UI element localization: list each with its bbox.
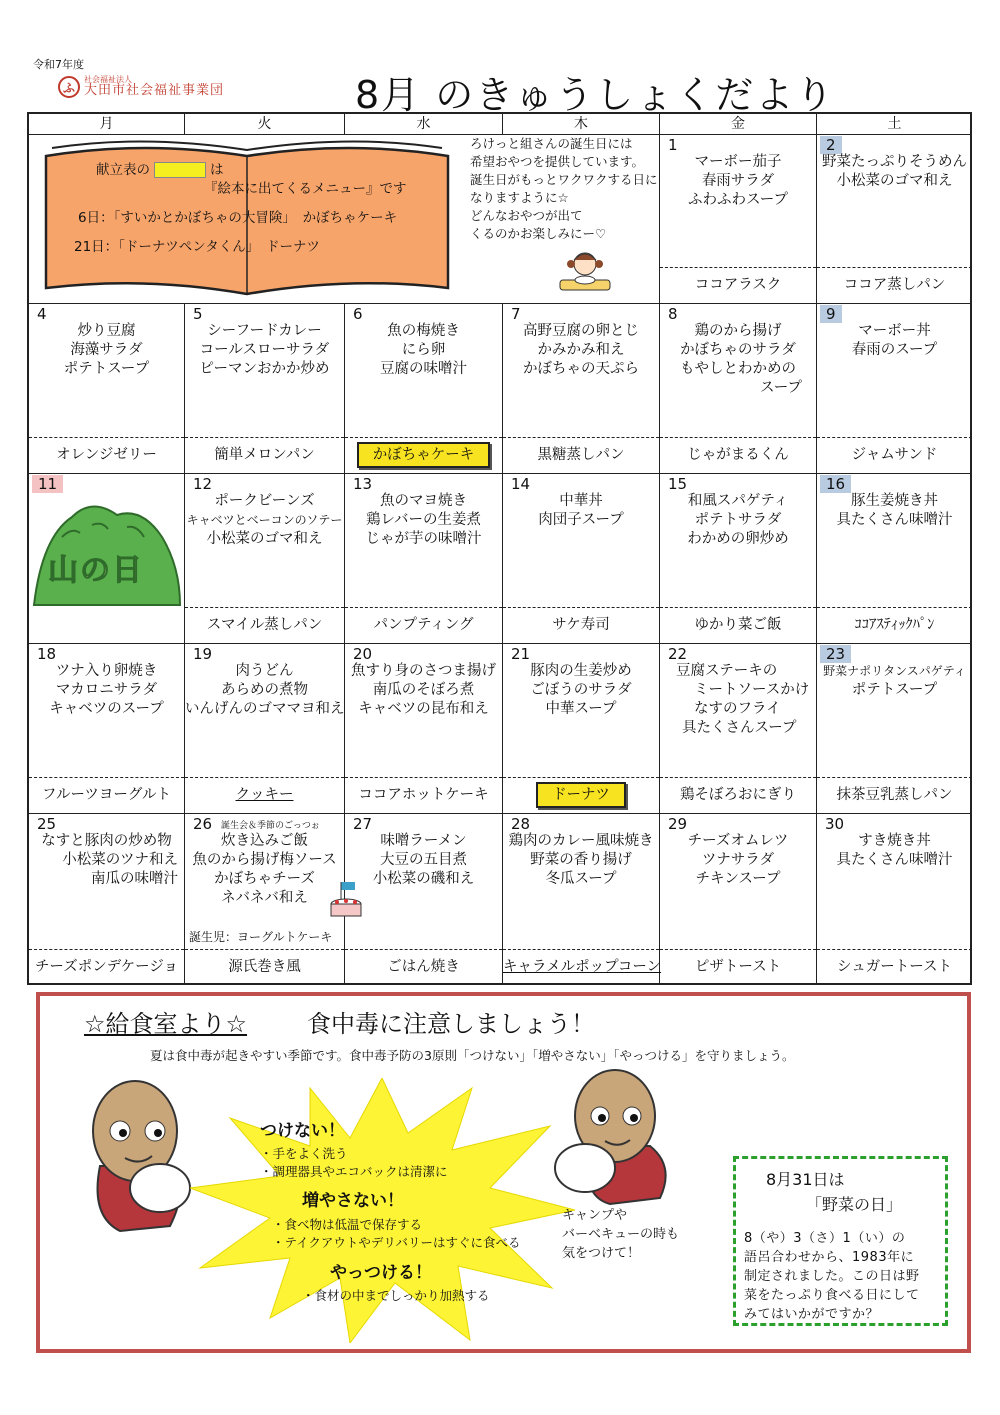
menu-item: キャベツとベーコンのソテー xyxy=(186,513,343,527)
snack-item xyxy=(345,607,502,643)
menu-item: 味噌ラーメン xyxy=(380,833,467,849)
lunch-menu xyxy=(345,832,502,889)
day-number: 6 xyxy=(353,305,363,323)
menu-item: 冬瓜スープ xyxy=(545,871,617,887)
birthday-line: ろけっと組さんの誕生日には xyxy=(470,136,633,151)
menu-item: チーズオムレツ xyxy=(687,833,789,849)
lunch-menu xyxy=(660,492,816,549)
menu-item: 具たくさんスープ xyxy=(682,720,797,736)
snack-label: サケ寿司 xyxy=(552,617,610,633)
principle-2-item: ・テイクアウトやデリバリーはすぐに食べる xyxy=(272,1235,521,1250)
menu-item: かぼちゃチーズ xyxy=(214,871,315,887)
lunch-menu xyxy=(817,662,972,700)
day-number: 30 xyxy=(825,815,845,833)
menu-item: ふわふわスープ xyxy=(687,192,789,208)
snack-label: 黒糖蒸しパン xyxy=(537,447,625,463)
menu-item: なすのフライ xyxy=(694,701,781,717)
menu-item: 中華丼 xyxy=(559,493,603,509)
day-cell xyxy=(503,644,660,814)
day-number: 22 xyxy=(668,645,688,663)
lunch-menu xyxy=(660,832,816,889)
menu-item: ごぼうのサラダ xyxy=(530,682,632,698)
lunch-menu xyxy=(660,153,816,210)
day-number: 16 xyxy=(820,475,851,493)
menu-item: 南瓜のそぼろ煮 xyxy=(372,682,475,698)
day-cell xyxy=(345,814,503,985)
snack-label: シュガートースト xyxy=(837,959,952,975)
menu-item: 中華スープ xyxy=(545,701,617,717)
principle-1-item: ・手をよく洗う xyxy=(260,1146,348,1161)
org-mark-icon: ふ xyxy=(58,76,80,98)
day-cell xyxy=(185,304,345,474)
day-number: 15 xyxy=(668,475,688,493)
birthday-line: どんなおやつが出て xyxy=(470,208,583,223)
org-name: 大田市社会福祉事業団 xyxy=(84,83,225,99)
snack-item xyxy=(503,607,659,643)
veg-body-line: 菜をたっぷり食べる日にして xyxy=(744,1288,920,1303)
menu-item: かみかみ和え xyxy=(537,342,625,358)
day-cell xyxy=(345,474,503,644)
menu-item: チキンスープ xyxy=(695,871,781,887)
menu-item: ネバネバ和え xyxy=(221,890,308,906)
girl-eating-icon xyxy=(555,248,615,296)
snack-label: ゆかり菜ご飯 xyxy=(694,617,782,633)
snack-item xyxy=(185,437,344,473)
book-line1a: 献立表の xyxy=(96,162,150,178)
veg-day-body xyxy=(744,1229,937,1324)
principle-3-title: やっつける！ xyxy=(330,1263,432,1283)
veg-day-date: 8月31日は xyxy=(766,1170,845,1189)
day-cell xyxy=(503,814,660,985)
snack-label: スマイル蒸しパン xyxy=(206,617,323,633)
day-number: 26 xyxy=(193,815,213,833)
day-number: 29 xyxy=(668,815,688,833)
snack-item xyxy=(503,949,662,985)
lunch-menu xyxy=(503,322,659,379)
day-cell xyxy=(185,814,345,985)
special-event-label: 誕生会＆季節のごっつぉ xyxy=(221,821,320,831)
day-number: 28 xyxy=(511,815,531,833)
menu-item: 小松菜のゴマ和え xyxy=(836,173,953,189)
snack-item xyxy=(817,437,972,473)
snack-item xyxy=(503,777,659,813)
menu-item: 鶏肉のカレー風味焼き xyxy=(508,833,654,849)
menu-item: 豆腐の味噌汁 xyxy=(380,361,467,377)
day-number: 8 xyxy=(668,305,678,323)
snack-item xyxy=(660,949,816,985)
menu-item: 高野豆腐の卵とじ xyxy=(523,323,639,339)
snack-item xyxy=(29,437,184,473)
menu-item: にら卵 xyxy=(401,342,446,358)
menu-item: わかめの卵炒め xyxy=(687,531,789,547)
info-intro: 夏は食中毒が起きやすい季節です。食中毒予防の3原則「つけない」「増やさない」「やっつける」を守りましょう。 xyxy=(150,1048,795,1063)
org-subtitle: 社会福祉法人 xyxy=(84,75,132,84)
snack-item xyxy=(29,949,184,985)
snack-label: ココアラスク xyxy=(694,277,782,293)
character-left-icon xyxy=(70,1076,200,1236)
lunch-menu xyxy=(345,662,502,719)
lunch-menu xyxy=(345,492,502,549)
day-cell xyxy=(660,304,817,474)
menu-item: 魚すり身のさつま揚げ xyxy=(351,663,496,679)
birthday-message xyxy=(470,135,658,243)
menu-item: 野菜たっぷりそうめん xyxy=(822,154,967,170)
lunch-menu xyxy=(660,662,816,738)
menu-item: キャベツのスープ xyxy=(49,701,164,717)
menu-item: ピーマンおかか炒め xyxy=(199,361,330,377)
menu-item: かぼちゃのサラダ xyxy=(680,342,796,358)
weekday-header: 金 xyxy=(660,114,817,135)
principle-2-title: 増やさない！ xyxy=(302,1191,404,1211)
menu-item: 大豆の五目煮 xyxy=(380,852,467,868)
day-cell xyxy=(817,304,972,474)
snack-item xyxy=(345,949,502,985)
snack-label: オレンジゼリー xyxy=(56,447,157,463)
menu-item: 豆腐ステーキの xyxy=(676,663,778,679)
menu-item: 具たくさん味噌汁 xyxy=(836,512,953,528)
lunch-menu xyxy=(29,832,184,889)
weekday-header: 水 xyxy=(345,114,503,135)
day-number: 9 xyxy=(820,305,842,323)
highlight-swatch xyxy=(154,162,206,178)
veg-day-title: 「野菜の日」 xyxy=(806,1195,903,1214)
snack-item xyxy=(503,437,659,473)
day-number: 4 xyxy=(37,305,47,323)
snack-item xyxy=(345,437,502,473)
snack-item xyxy=(660,437,816,473)
menu-item: 魚のマヨ焼き xyxy=(380,493,467,509)
day-cell xyxy=(660,474,817,644)
day-number: 13 xyxy=(353,475,373,493)
lunch-menu xyxy=(817,832,972,870)
menu-item: 具たくさん味噌汁 xyxy=(836,852,953,868)
snack-label: 抹茶豆乳蒸しパン xyxy=(836,787,953,803)
principle-2-item: ・食べ物は低温で保存する xyxy=(272,1217,423,1232)
snack-label: かぼちゃケーキ xyxy=(357,442,491,468)
day-cell xyxy=(660,135,817,304)
snack-label: ココアホットケーキ xyxy=(358,787,489,803)
snack-item xyxy=(660,777,816,813)
day-number: 19 xyxy=(193,645,213,663)
camp-line: 気をつけて！ xyxy=(562,1246,641,1261)
snack-item xyxy=(817,607,972,643)
menu-item: ツナ入り卵焼き xyxy=(55,663,158,679)
snack-label: 源氏巻き風 xyxy=(228,959,301,975)
snack-label: ピザトースト xyxy=(694,959,782,975)
birthday-line: 誕生日がもっとワクワクする日に xyxy=(470,172,658,187)
day-cell xyxy=(817,814,972,985)
menu-item: 豚肉の生姜炒め xyxy=(530,663,632,679)
menu-item: マカロニサラダ xyxy=(55,682,158,698)
lunch-menu xyxy=(345,322,502,379)
menu-item: マーボー丼 xyxy=(858,323,931,339)
birthday-line: なりますように☆ xyxy=(470,190,569,205)
info-headline: 食中毒に注意しましょう！ xyxy=(307,1010,596,1038)
menu-item: かぼちゃの天ぷら xyxy=(523,361,639,377)
veg-body-line: 語呂合わせから、1983年に xyxy=(744,1250,915,1265)
menu-item: 春雨サラダ xyxy=(701,173,775,189)
day-number: 1 xyxy=(668,136,678,154)
day-number: 27 xyxy=(353,815,373,833)
fiscal-year: 令和7年度 xyxy=(33,58,84,71)
menu-item: 肉団子スープ xyxy=(538,512,624,528)
menu-item: 豚生姜焼き丼 xyxy=(851,493,938,509)
day-cell xyxy=(817,644,972,814)
snack-item xyxy=(185,777,344,813)
snack-label: 鶏そぼろおにぎり xyxy=(680,787,796,803)
menu-item: 鶏のから揚げ xyxy=(694,323,782,339)
day-cell xyxy=(817,135,972,304)
menu-item: じゃが芋の味噌汁 xyxy=(365,531,482,547)
menu-item: 鶏レバーの生姜煮 xyxy=(366,512,481,528)
veg-body-line: みてはいかがですか？ xyxy=(744,1307,880,1322)
day-number: 14 xyxy=(511,475,531,493)
day-cell xyxy=(29,644,185,814)
menu-item: ポテトスープ xyxy=(63,361,150,377)
menu-item: ポテトスープ xyxy=(851,682,938,698)
snack-label: クッキー xyxy=(235,787,294,803)
page-title: 8月 のきゅうしょくだより xyxy=(355,73,836,117)
snack-label: キャラメルポップコーン xyxy=(503,959,662,975)
menu-item: ツナサラダ xyxy=(701,852,775,868)
weekday-header: 木 xyxy=(503,114,660,135)
snack-item xyxy=(817,949,972,985)
menu-item: スープ xyxy=(759,380,802,396)
day-number: 25 xyxy=(37,815,57,833)
lunch-menu xyxy=(660,322,816,398)
menu-item: 野菜の香り揚げ xyxy=(530,852,632,868)
day-cell xyxy=(503,304,660,474)
menu-item: 小松菜のゴマ和え xyxy=(206,531,323,547)
snack-label: ごはん焼き xyxy=(387,959,460,975)
snack-label: ドーナツ xyxy=(536,782,626,808)
day-cell xyxy=(503,474,660,644)
snack-item xyxy=(185,607,344,643)
snack-label: チーズポンデケージョ xyxy=(34,959,179,975)
menu-item: 肉うどん xyxy=(235,663,294,679)
day-number: 11 xyxy=(32,475,63,493)
snack-item xyxy=(185,949,344,985)
weekday-header: 土 xyxy=(817,114,972,135)
snack-label: ｺｺｱｽﾃｨｯｸﾊﾟﾝ xyxy=(854,617,935,633)
lunch-menu xyxy=(503,832,659,889)
menu-item: 炊き込みご飯 xyxy=(221,833,308,849)
menu-item: もやしとわかめの xyxy=(680,361,796,377)
day-number: 5 xyxy=(193,305,203,323)
camp-note xyxy=(562,1206,679,1263)
menu-item: ポテトサラダ xyxy=(694,512,782,528)
book-line4: 21日：「ドーナツペンタくん」 ドーナツ xyxy=(74,239,320,255)
book-line3: 6日：「すいかとかぼちゃの大冒険」 かぼちゃケーキ xyxy=(78,210,398,226)
snack-item xyxy=(660,607,816,643)
day-cell xyxy=(660,814,817,985)
birthday-note: 誕生児：ヨーグルトケーキ xyxy=(189,930,333,944)
snack-label: パンプティング xyxy=(373,617,474,633)
snack-item xyxy=(660,267,816,303)
mountain-day-label: 山の日 xyxy=(48,553,144,588)
lunch-menu xyxy=(817,492,972,530)
camp-line: バーベキューの時も xyxy=(562,1227,680,1242)
lunch-menu xyxy=(29,322,184,379)
menu-item: あらめの煮物 xyxy=(221,682,308,698)
birthday-cake-icon xyxy=(327,880,365,920)
day-cell xyxy=(345,304,503,474)
snack-label: ココア蒸しパン xyxy=(843,277,946,293)
character-right-icon xyxy=(550,1066,680,1206)
vegetable-day-box xyxy=(733,1156,948,1326)
day-number: 23 xyxy=(820,645,851,663)
menu-item: なすと豚肉の炒め物 xyxy=(41,833,172,849)
menu-item: いんげんのゴママヨ和え xyxy=(185,701,345,717)
lunch-menu xyxy=(503,492,659,530)
snack-item xyxy=(29,777,184,813)
snack-item xyxy=(817,777,972,813)
menu-item: コールスローサラダ xyxy=(199,342,330,358)
day-cell xyxy=(29,814,185,985)
day-number: 21 xyxy=(511,645,531,663)
book-line2: 『絵本に出てくるメニュー』です xyxy=(204,181,407,197)
book-line1b: は xyxy=(210,162,224,178)
day-number: 2 xyxy=(820,136,842,154)
principle-1-item: ・調理器具やエコバックは清潔に xyxy=(260,1164,448,1179)
principle-3-item: ・食材の中までしっかり加熱する xyxy=(302,1288,490,1303)
menu-item: ポークビーンズ xyxy=(214,493,315,509)
lunch-menu xyxy=(185,832,344,908)
day-cell xyxy=(29,304,185,474)
menu-item: 和風スパゲティ xyxy=(687,493,789,509)
veg-body-line: 制定されました。この日は野 xyxy=(744,1269,920,1284)
lunch-menu xyxy=(29,662,184,719)
menu-item: 小松菜の磯和え xyxy=(372,871,475,887)
menu-item: 小松菜のツナ和え xyxy=(62,852,178,868)
lunch-menu xyxy=(185,492,344,549)
lunch-menu xyxy=(185,662,344,719)
day-cell xyxy=(345,644,503,814)
lunch-menu xyxy=(817,153,972,191)
menu-item: シーフードカレー xyxy=(207,323,322,339)
menu-item: 魚のから揚げ梅ソース xyxy=(192,852,337,868)
info-panel xyxy=(36,992,971,1353)
day-cell xyxy=(660,644,817,814)
camp-line: キャンプや xyxy=(562,1208,628,1223)
day-number: 12 xyxy=(193,475,213,493)
snack-label: フルーツヨーグルト xyxy=(42,787,171,803)
day-number: 20 xyxy=(353,645,373,663)
menu-item: キャベツの昆布和え xyxy=(358,701,489,717)
birthday-line: 希望おやつを提供しています。 xyxy=(470,154,645,169)
org-logo xyxy=(58,76,224,98)
menu-item: マーボー茄子 xyxy=(694,154,782,170)
snack-label: 簡単メロンパン xyxy=(214,447,315,463)
snack-item xyxy=(817,267,972,303)
menu-item: 野菜ナポリタンスパゲティ xyxy=(823,664,966,678)
menu-item: 春雨のスープ xyxy=(851,342,938,358)
snack-label: ジャムサンド xyxy=(851,447,938,463)
snack-item xyxy=(345,777,502,813)
day-number: 18 xyxy=(37,645,57,663)
birthday-line: くるのかお楽しみにー♡ xyxy=(470,226,607,241)
menu-item: 魚の梅焼き xyxy=(387,323,460,339)
menu-item: ミートソースかけ xyxy=(694,682,810,698)
principle-1-title: つけない！ xyxy=(260,1121,345,1141)
menu-item: 海藻サラダ xyxy=(70,342,143,358)
day-cell xyxy=(185,474,345,644)
weekday-header: 火 xyxy=(185,114,345,135)
info-from: ☆給食室より☆ xyxy=(84,1010,248,1038)
lunch-menu xyxy=(817,322,972,360)
weekday-header: 月 xyxy=(29,114,185,135)
day-cell xyxy=(185,644,345,814)
snack-label: じゃがまるくん xyxy=(687,447,789,463)
menu-item: すき焼き丼 xyxy=(858,833,931,849)
day-cell xyxy=(817,474,972,644)
lunch-menu xyxy=(503,662,659,719)
lunch-menu xyxy=(185,322,344,379)
veg-body-line: 8（や）3（さ）1（い）の xyxy=(744,1231,906,1246)
day-number: 7 xyxy=(511,305,521,323)
menu-item: 南瓜の味噌汁 xyxy=(91,871,178,887)
menu-item: 炒り豆腐 xyxy=(77,323,136,339)
